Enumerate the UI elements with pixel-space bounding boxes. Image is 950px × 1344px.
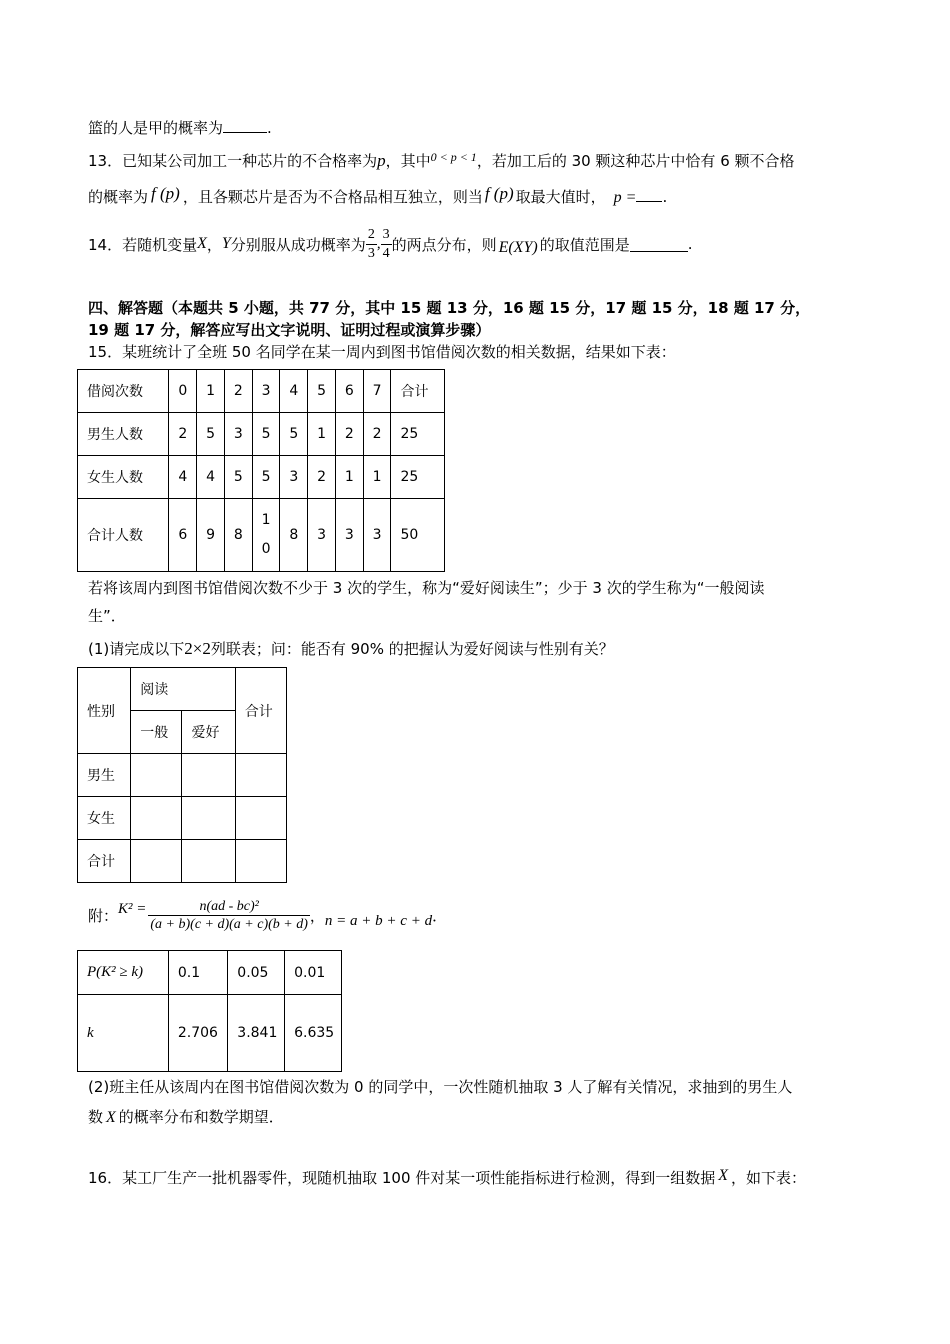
table-cell: 0 (169, 370, 197, 413)
input-cell[interactable] (235, 840, 286, 883)
section-heading-line2: 19 题 17 分，解答应写出文字说明、证明过程或演算步骤） (88, 321, 491, 339)
q14-text-a: 14．若随机变量 (88, 235, 198, 254)
input-cell[interactable] (182, 797, 235, 840)
input-cell[interactable] (235, 754, 286, 797)
table-cell: 2 (363, 413, 391, 456)
answer-blank (223, 118, 267, 133)
table-cell: 2 (308, 456, 336, 499)
k2-fraction (148, 898, 310, 933)
table-cell: 3 (308, 499, 336, 572)
frac-den: (a + b)(c + d)(a + c)(b + d) (150, 916, 308, 932)
table-cell: 合计 (391, 370, 445, 413)
q16-text-a: 16．某工厂生产一批机器零件，现随机抽取 100 件对某一项性能指标进行检测，得到一组数据 (88, 1169, 716, 1187)
q14-text-d: 的取值范围是 (539, 235, 630, 254)
table-cell: 一般 (131, 711, 182, 754)
table-cell: k (78, 995, 169, 1072)
q14-exy: E(XY) (498, 239, 538, 256)
frac-num: 2 (366, 226, 377, 245)
table-row (78, 840, 287, 883)
table-row (78, 995, 342, 1072)
table-cell: 8 (224, 499, 252, 572)
q13-fp2: f (p) (484, 184, 514, 203)
table-cell: 3 (335, 499, 363, 572)
q15-stem: 15．某班统计了全班 50 名同学在某一周内到图书馆借阅次数的相关数据，结果如下表： (88, 343, 676, 361)
q14-text-b: 分别服从成功概率为 (230, 235, 366, 254)
table-cell: 3 (280, 456, 308, 499)
input-cell[interactable] (131, 840, 182, 883)
fraction-three-quarters (381, 226, 392, 263)
q12-tail (88, 117, 272, 138)
input-cell[interactable] (235, 797, 286, 840)
table-cell: 5 (224, 456, 252, 499)
part2-x: X (106, 1109, 116, 1126)
input-cell[interactable] (131, 754, 182, 797)
table-cell: 6.635 (285, 995, 342, 1072)
n-formula: n = a + b + c + d (324, 912, 433, 929)
input-cell[interactable] (182, 754, 235, 797)
part1-question (88, 638, 614, 659)
table-cell: 2 (224, 370, 252, 413)
table-cell: 0.05 (228, 951, 285, 995)
table-cell: 0.1 (168, 951, 227, 995)
table-cell: 5 (252, 456, 280, 499)
q13-line1 (88, 150, 795, 171)
table-row (78, 668, 287, 711)
table-cell: 50 (391, 499, 445, 572)
period: . (687, 235, 693, 253)
table-cell: 7 (363, 370, 391, 413)
part1-text-a: (1)请完成以下 (88, 640, 185, 658)
table-cell: 3.841 (228, 995, 285, 1072)
formula-sep: ， (309, 906, 325, 925)
table-cell: 阅读 (131, 668, 235, 711)
q16-text-b: ，如下表： (731, 1169, 807, 1187)
table-row (78, 413, 445, 456)
part2-line2 (88, 1106, 284, 1127)
frac-num: n(ad - bc)² (148, 898, 310, 916)
frac-den: 4 (382, 245, 390, 261)
part2-text-b: 的概率分布和数学期望． (118, 1108, 284, 1126)
table-cell: 6 (335, 370, 363, 413)
part2-text-a: 数 (88, 1108, 104, 1126)
table-cell: 1 (308, 413, 336, 456)
table-cell: 9 (197, 499, 225, 572)
table-cell: 性别 (78, 668, 131, 754)
table-row (78, 499, 445, 572)
input-cell[interactable] (131, 797, 182, 840)
k2-symbol: K² = (118, 900, 147, 917)
q13-fp: f (p) (151, 184, 180, 203)
table-cell: 25 (391, 456, 445, 499)
definition-line1: 若将该周内到图书馆借阅次数不少于 3 次的学生，称为“爱好阅读生”；少于 3 次的学生称为“一般阅读 (88, 579, 765, 597)
q12-text: 篮的人是甲的概率为 (88, 119, 224, 137)
table-row (78, 456, 445, 499)
q13-text-c: ，若加工后的 30 颗这种芯片中恰有 6 颗不合格 (476, 152, 795, 170)
table-cell: 25 (391, 413, 445, 456)
table-cell: 1 (363, 456, 391, 499)
section-heading-line1: 四、解答题（本题共 5 小题，共 77 分，其中 15 题 13 分，16 题 15 分，17 题 15 分，18 题 17 分， (88, 299, 811, 317)
table-cell: 男生人数 (78, 413, 169, 456)
period: ． (432, 906, 448, 925)
table-cell: 合计人数 (78, 499, 169, 572)
input-cell[interactable] (182, 840, 235, 883)
definition-line2: 生”． (88, 607, 126, 625)
period: . (267, 119, 272, 137)
q14-line (88, 222, 692, 266)
part1-2x2: 2×2 (184, 639, 211, 658)
table-cell: 3 (252, 370, 280, 413)
frac-den: 3 (367, 245, 375, 261)
table-cell: 2 (169, 413, 197, 456)
table-cell: 爱好 (182, 711, 235, 754)
part1-text-b: 列联表；问：能否有 90% 的把握认为爱好阅读与性别有关？ (210, 640, 614, 658)
q13-text-f: 取最大值时， (515, 188, 606, 206)
q13-peq: p = (613, 189, 637, 206)
table-cell: 5 (252, 413, 280, 456)
q14-comma: , (376, 235, 381, 252)
table-cell: 8 (280, 499, 308, 572)
appendix-label: 附： (88, 906, 119, 925)
q13-text-e: ，且各颗芯片是否为不合格品相互独立，则当 (182, 188, 483, 206)
q13-text-d: 的概率为 (88, 188, 149, 206)
table-cell: 1 (335, 456, 363, 499)
q13-line2 (88, 184, 667, 207)
formula-line (88, 893, 447, 937)
period: . (662, 188, 668, 206)
table-row (78, 797, 287, 840)
table-cell: 6 (169, 499, 197, 572)
table-cell: 3 (363, 499, 391, 572)
table-cell: 4 (280, 370, 308, 413)
table-cell: 4 (197, 456, 225, 499)
contingency-table (77, 667, 287, 883)
table-cell: 3 (224, 413, 252, 456)
table-cell: 2 (335, 413, 363, 456)
answer-blank (636, 187, 662, 202)
q13-text-a: 13．已知某公司加工一种芯片的不合格率为 (88, 152, 378, 170)
answer-blank (630, 237, 688, 252)
critical-value-table (77, 950, 342, 1072)
table-cell: 10 (252, 499, 280, 572)
table-cell: 1 (197, 370, 225, 413)
table-row (78, 370, 445, 413)
q14-y: Y (221, 235, 231, 252)
table-cell: 借阅次数 (78, 370, 169, 413)
table-cell: 4 (169, 456, 197, 499)
table-cell: 0.01 (285, 951, 342, 995)
table-cell: 男生 (78, 754, 131, 797)
fraction-two-thirds (366, 226, 377, 263)
table-cell: 5 (308, 370, 336, 413)
frac-num: 3 (381, 226, 392, 245)
q14-text-c: 的两点分布，则 (391, 235, 497, 254)
q13-p: p (377, 151, 386, 170)
table-cell: 合计 (235, 668, 286, 754)
table-cell: 女生 (78, 797, 131, 840)
table-cell: 合计 (78, 840, 131, 883)
table-cell: P(K² ≥ k) (78, 951, 169, 995)
part2-line1: (2)班主任从该周内在图书馆借阅次数为 0 的同学中，一次性随机抽取 3 人了解有关情况，求抽到的男生人 (88, 1078, 793, 1096)
q16-stem (88, 1167, 806, 1188)
q13-condition: 0 < p < 1 (430, 150, 477, 164)
table-cell: 女生人数 (78, 456, 169, 499)
table-row (78, 754, 287, 797)
q13-text-b: ，其中 (385, 152, 431, 170)
borrow-count-table (77, 369, 445, 572)
table-cell: 5 (197, 413, 225, 456)
table-row (78, 951, 342, 995)
q14-x: X (197, 235, 207, 252)
q14-sep: ， (206, 235, 222, 254)
table-cell: 2.706 (168, 995, 227, 1072)
q16-x: X (718, 1167, 729, 1184)
table-cell: 5 (280, 413, 308, 456)
